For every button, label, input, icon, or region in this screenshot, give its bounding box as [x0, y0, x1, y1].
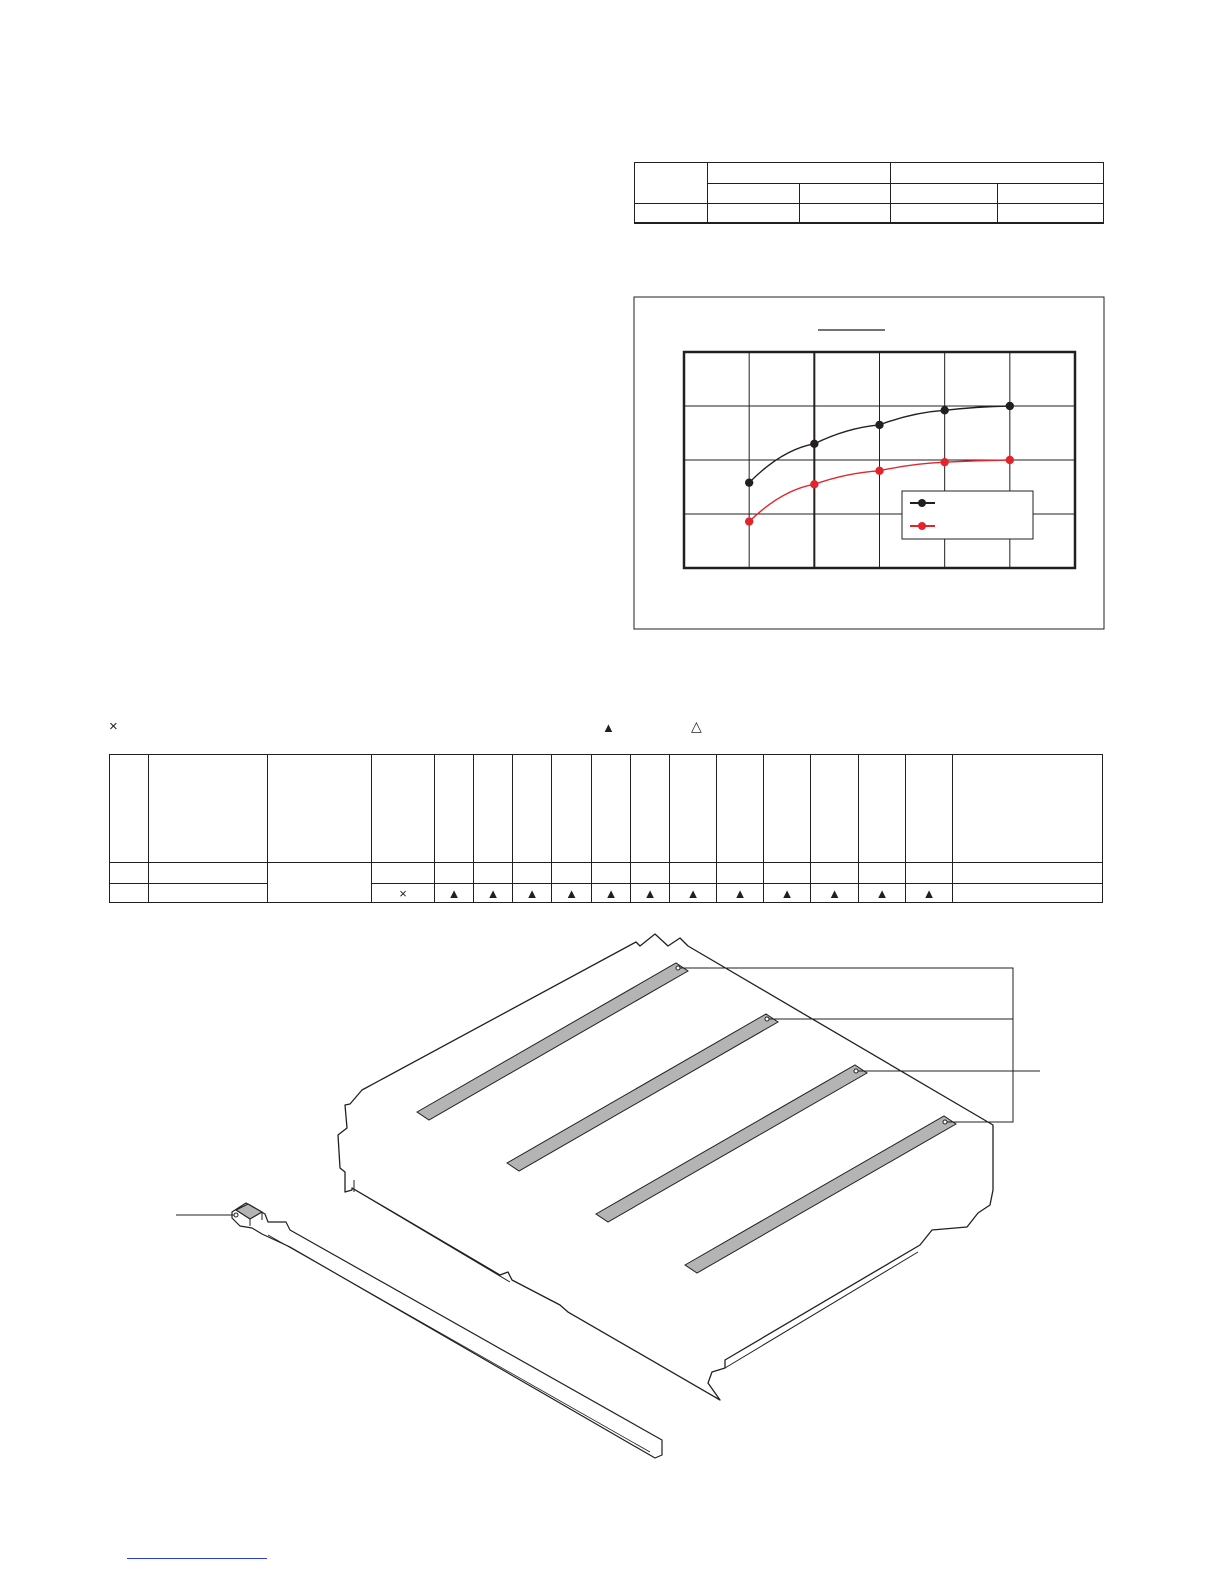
strip-group	[417, 963, 956, 1273]
mark-cell: ▲	[552, 884, 592, 903]
mark-cell: ▲	[764, 884, 811, 903]
mark-cell: ▲	[906, 884, 953, 903]
mark-cell: ▲	[592, 884, 631, 903]
symbol-key-cross: ×	[109, 718, 118, 735]
mark-cell: ×	[372, 884, 435, 903]
plate-outline	[338, 934, 993, 1400]
mark-cell: ▲	[435, 884, 474, 903]
symbol-key-filled-triangle: ▲	[602, 720, 615, 735]
symbol-key-open-triangle: △	[691, 718, 702, 734]
plate-thickness-edge	[352, 1180, 918, 1368]
cable-leader-dot	[234, 1213, 238, 1217]
mark-cell: ▲	[670, 884, 717, 903]
mark-cell: ▲	[859, 884, 906, 903]
mark-cell: ▲	[631, 884, 670, 903]
mark-cell: ▲	[717, 884, 764, 903]
footer-link-underline[interactable]	[127, 1558, 267, 1559]
mark-cell: ▲	[474, 884, 513, 903]
mark-cell: ▲	[513, 884, 552, 903]
mark-cell: ▲	[811, 884, 859, 903]
flat-cable	[232, 1203, 662, 1458]
